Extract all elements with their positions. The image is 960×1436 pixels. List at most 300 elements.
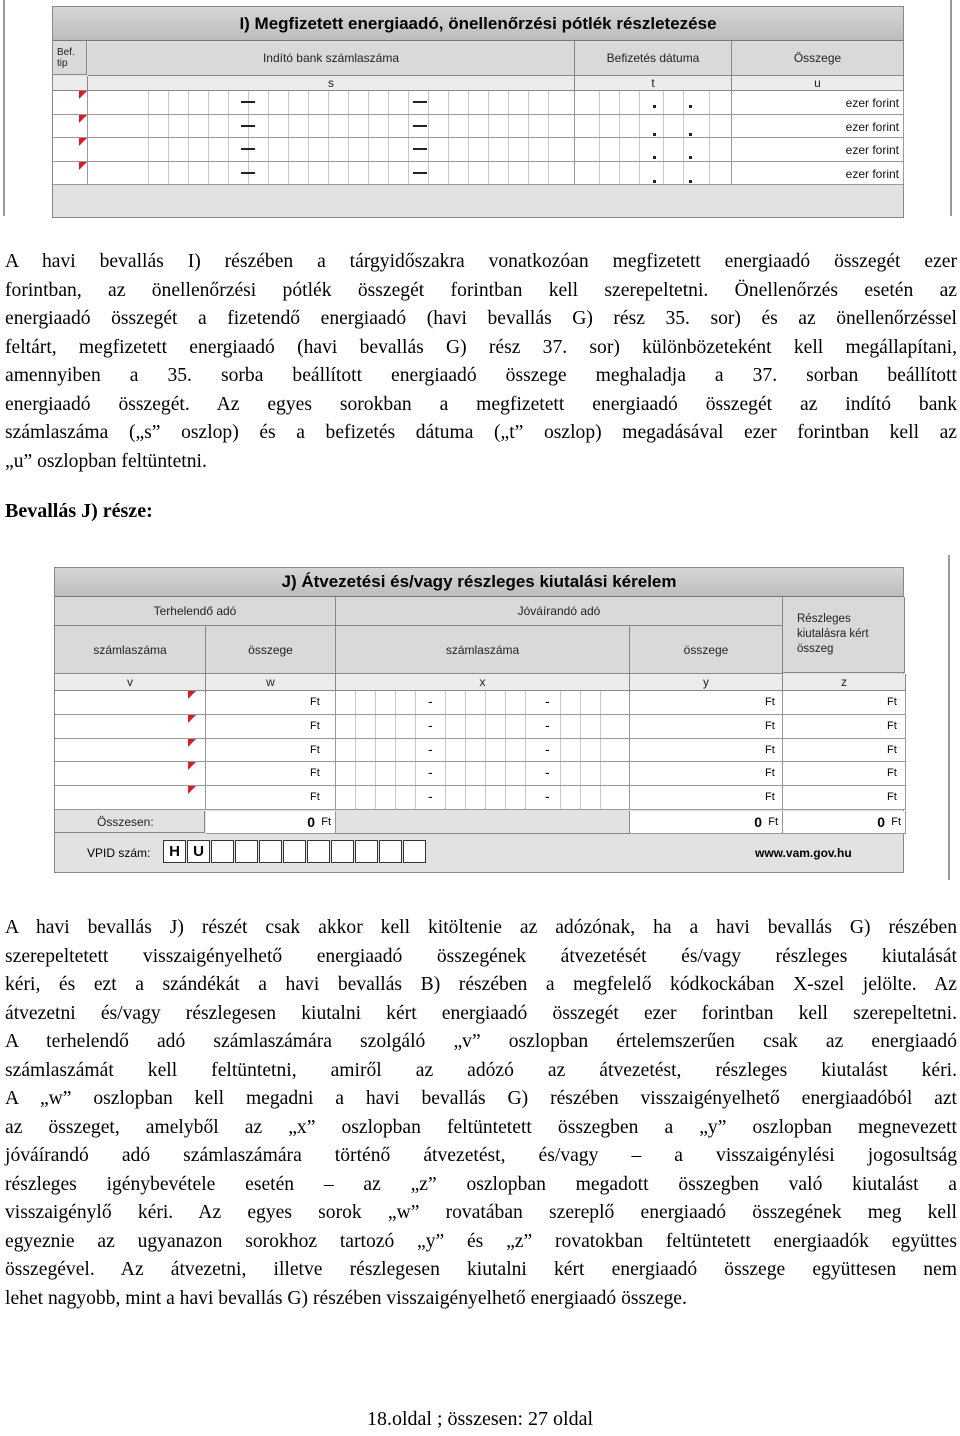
- y-unit: Ft: [765, 719, 775, 732]
- segment-divider: [148, 138, 149, 161]
- segment-divider: [508, 115, 509, 138]
- letter-blank: [53, 76, 88, 91]
- segment-divider: [368, 162, 369, 185]
- letter-v: v: [55, 674, 206, 691]
- segment-divider: [600, 715, 601, 738]
- paragraph-2-line: kéri, és ezt a szándékát a havi bevallás B) részében a megfelelő kódkockában X-szel jelölte. Az: [5, 974, 957, 995]
- red-corner-flag-icon: [79, 162, 87, 170]
- segment-divider: [228, 162, 229, 185]
- segment-divider: [188, 162, 189, 185]
- vpid-box-empty[interactable]: [235, 840, 258, 863]
- segment-divider: [580, 691, 581, 714]
- segment-divider: [683, 115, 684, 138]
- segment-divider: [148, 91, 149, 114]
- left-margin-rule: [3, 0, 5, 216]
- right-margin-rule-2: [948, 555, 950, 880]
- vpid-box-empty[interactable]: [403, 840, 426, 863]
- segment-divider: [445, 691, 446, 714]
- col-header-u: Összege: [732, 41, 904, 76]
- segment-divider: [525, 786, 526, 809]
- y-amount-cell[interactable]: [630, 691, 783, 715]
- segment-divider: [560, 762, 561, 785]
- segment-divider: [599, 115, 600, 138]
- segment-divider: [375, 715, 376, 738]
- segment-divider: [445, 786, 446, 809]
- segment-divider: [448, 115, 449, 138]
- segment-divider: [415, 762, 416, 785]
- bank-account-cell[interactable]: [88, 138, 575, 162]
- form-i-row: [53, 91, 903, 115]
- z-unit: Ft: [887, 743, 897, 756]
- segment-divider: [168, 138, 169, 161]
- segment-divider: [663, 162, 664, 185]
- segment-divider: [408, 115, 409, 138]
- letter-t: t: [575, 76, 732, 91]
- segment-divider: [375, 691, 376, 714]
- v-account-cell[interactable]: [55, 715, 206, 739]
- segment-divider: [268, 115, 269, 138]
- segment-divider: [580, 715, 581, 738]
- vpid-box-h: H: [163, 840, 186, 863]
- segment-divider: [709, 115, 710, 138]
- segment-divider: [619, 162, 620, 185]
- x-dash: -: [428, 716, 433, 733]
- segment-divider: [348, 138, 349, 161]
- total-z-value: 0: [877, 814, 885, 830]
- vpid-box-empty[interactable]: [379, 840, 402, 863]
- col-header-v: számlaszáma: [55, 626, 206, 674]
- col-header-w: összege: [206, 626, 336, 674]
- segment-divider: [288, 138, 289, 161]
- segment-divider: [508, 162, 509, 185]
- segment-divider: [168, 162, 169, 185]
- date-dot: [689, 133, 692, 136]
- vpid-box-empty[interactable]: [307, 840, 330, 863]
- form-j-row: [55, 715, 905, 739]
- col-header-t: Befizetés dátuma: [575, 41, 732, 76]
- form-j-row: [55, 762, 905, 786]
- segment-divider: [600, 786, 601, 809]
- col-header-z: Részleges kiutalásra kért összeg: [783, 597, 905, 673]
- segment-divider: [465, 739, 466, 762]
- x-dash: -: [428, 693, 433, 709]
- y-unit: Ft: [765, 743, 775, 756]
- date-dot: [653, 133, 656, 136]
- segment-divider: [525, 739, 526, 762]
- segment-divider: [468, 91, 469, 114]
- x-dash: -: [545, 764, 550, 781]
- segment-divider: [408, 138, 409, 161]
- vpid-box-u: U: [187, 840, 210, 863]
- segment-divider: [355, 691, 356, 714]
- form-j-row: [55, 786, 905, 810]
- segment-divider: [415, 739, 416, 762]
- unit-label: ezer forint: [845, 166, 899, 181]
- total-x-blank: [336, 811, 630, 834]
- form-i-title: I) Megfizetett energiaadó, önellenőrzési pótlék részletezése: [53, 7, 903, 41]
- segment-divider: [168, 115, 169, 138]
- x-account-cell[interactable]: [336, 739, 630, 763]
- segment-divider: [528, 115, 529, 138]
- segment-divider: [619, 91, 620, 114]
- segment-divider: [428, 115, 429, 138]
- segment-divider: [465, 786, 466, 809]
- paragraph-2-line: szerepeltetett visszaigényelhető energiaadó összegének átvezetését és/vagy részleges kiutalását: [5, 945, 957, 967]
- segment-divider: [415, 786, 416, 809]
- date-dot: [653, 105, 656, 108]
- segment-divider: [465, 762, 466, 785]
- date-dot: [653, 156, 656, 159]
- paragraph-1-line: számlaszáma („s” oszlop) és a befizetés dátuma („t” oszlop) megadásával ezer forintban kell az: [5, 422, 957, 443]
- segment-divider: [395, 739, 396, 762]
- x-dash: -: [545, 740, 550, 757]
- col-header-y: összege: [630, 626, 783, 674]
- segment-divider: [683, 91, 684, 114]
- form-i-row: [53, 138, 903, 162]
- segment-divider: [468, 162, 469, 185]
- paragraph-2-line: egyeznie az ugyanazon sorokhoz tartozó „y” és „z” rovatokban feltüntetett energiaadók együttes: [5, 1230, 957, 1252]
- segment-divider: [548, 115, 549, 138]
- segment-divider: [288, 115, 289, 138]
- segment-divider: [228, 115, 229, 138]
- segment-divider: [368, 138, 369, 161]
- right-margin-rule: [950, 0, 952, 216]
- form-j-table: [54, 567, 904, 873]
- segment-divider: [328, 115, 329, 138]
- segment-divider: [388, 162, 389, 185]
- red-corner-flag-icon: [79, 91, 87, 99]
- date-dot: [653, 180, 656, 183]
- vpid-box-empty[interactable]: [211, 840, 234, 863]
- segment-divider: [228, 138, 229, 161]
- segment-divider: [148, 162, 149, 185]
- total-w-cell[interactable]: [206, 811, 336, 834]
- vpid-box-empty[interactable]: [355, 840, 378, 863]
- segment-divider: [408, 162, 409, 185]
- letter-w: w: [206, 674, 336, 691]
- page-footer: 18.oldal ; összesen: 27 oldal: [366, 1408, 594, 1430]
- unit-label: ezer forint: [845, 96, 899, 110]
- x-dash: -: [428, 740, 433, 757]
- unit-label: ezer forint: [845, 119, 899, 134]
- segment-divider: [580, 739, 581, 762]
- segment-divider: [468, 138, 469, 161]
- dash-separator: [413, 101, 427, 103]
- segment-divider: [600, 691, 601, 714]
- v-account-cell[interactable]: [55, 691, 206, 715]
- segment-divider: [188, 115, 189, 138]
- paragraph-2-line: az összeget, amelyből az „x” oszlopban feltüntetett összegben a „y” oszlopban megnevezett: [5, 1116, 957, 1138]
- w-unit: Ft: [310, 791, 320, 804]
- form-j-frame: [54, 567, 904, 873]
- red-corner-flag-icon: [188, 715, 196, 723]
- segment-divider: [488, 162, 489, 185]
- w-unit: Ft: [310, 743, 320, 756]
- red-corner-flag-icon: [188, 762, 196, 770]
- z-unit: Ft: [887, 719, 897, 732]
- segment-divider: [560, 739, 561, 762]
- segment-divider: [308, 138, 309, 161]
- segment-divider: [683, 162, 684, 185]
- segment-divider: [348, 91, 349, 114]
- segment-divider: [388, 115, 389, 138]
- date-dot: [689, 105, 692, 108]
- total-y-unit: Ft: [768, 816, 778, 828]
- dash-separator: [413, 148, 427, 150]
- segment-divider: [428, 91, 429, 114]
- segment-divider: [428, 138, 429, 161]
- bank-account-cell[interactable]: [88, 115, 575, 139]
- paragraph-2-line: átvezetni és/vagy részlegesen kiutalni kért energiaadó összegét ezer forintban kell szerepeltetni.: [5, 1002, 957, 1024]
- paragraph-1-line: energiaadó összegét. Az egyes sorokban a megfizetett energiaadó összegét az indító bank: [5, 393, 957, 415]
- segment-divider: [208, 162, 209, 185]
- paragraph-1-line: forintban, az önellenőrzési pótlék összegét forintban kell szerepeltetni. Önellenőrzés esetén az: [5, 279, 957, 301]
- segment-divider: [709, 162, 710, 185]
- segment-divider: [639, 91, 640, 114]
- segment-divider: [683, 138, 684, 161]
- segment-divider: [639, 162, 640, 185]
- segment-divider: [508, 138, 509, 161]
- y-unit: Ft: [765, 791, 775, 804]
- date-dot: [689, 156, 692, 159]
- segment-divider: [268, 138, 269, 161]
- segment-divider: [368, 115, 369, 138]
- segment-divider: [268, 162, 269, 185]
- segment-divider: [395, 786, 396, 809]
- segment-divider: [599, 162, 600, 185]
- segment-divider: [308, 162, 309, 185]
- segment-divider: [328, 162, 329, 185]
- segment-divider: [485, 691, 486, 714]
- paragraph-1-line: feltárt, megfizetett energiaadó (havi bevallás G) rész 37. sor) különbözeteként kell megállapítani,: [5, 336, 957, 358]
- segment-divider: [228, 91, 229, 114]
- segment-divider: [663, 115, 664, 138]
- segment-divider: [548, 162, 549, 185]
- segment-divider: [355, 715, 356, 738]
- segment-divider: [485, 739, 486, 762]
- unit-label: ezer forint: [845, 143, 899, 157]
- segment-divider: [388, 138, 389, 161]
- segment-divider: [528, 91, 529, 114]
- segment-divider: [148, 115, 149, 138]
- segment-divider: [288, 91, 289, 114]
- vpid-box-empty[interactable]: [331, 840, 354, 863]
- segment-divider: [445, 739, 446, 762]
- segment-divider: [505, 739, 506, 762]
- red-corner-flag-icon: [188, 691, 196, 699]
- form-i-row: [53, 115, 903, 139]
- segment-divider: [388, 91, 389, 114]
- segment-divider: [709, 91, 710, 114]
- segment-divider: [368, 91, 369, 114]
- date-dot: [689, 180, 692, 183]
- x-account-cell[interactable]: [336, 762, 630, 786]
- paragraph-1-line: energiaadó összegét a fizetendő energiaadó (havi bevallás G) rész 35. sor) és az önellenőrzéssel: [5, 308, 957, 329]
- vpid-box-empty[interactable]: [259, 840, 282, 863]
- total-w-value: 0: [307, 814, 315, 830]
- segment-divider: [308, 91, 309, 114]
- paragraph-form-j-instructions: [5, 914, 957, 1313]
- segment-divider: [488, 138, 489, 161]
- w-unit: Ft: [310, 696, 320, 708]
- segment-divider: [525, 715, 526, 738]
- paragraph-2-line: jóváírandó adó számlaszámára történő átvezetést, és/vagy – a visszaigénylési jogosultság: [5, 1145, 957, 1166]
- segment-divider: [560, 691, 561, 714]
- segment-divider: [445, 715, 446, 738]
- paragraph-form-i-instructions: [5, 248, 957, 476]
- segment-divider: [395, 691, 396, 714]
- paragraph-2-line: részleges igénybevétele esetén – az „z” oszlopban megadott összegben való kiutalást a: [5, 1173, 957, 1195]
- segment-divider: [208, 91, 209, 114]
- segment-divider: [619, 138, 620, 161]
- dash-separator: [241, 101, 255, 103]
- segment-divider: [505, 715, 506, 738]
- segment-divider: [488, 91, 489, 114]
- segment-divider: [709, 138, 710, 161]
- dash-separator: [413, 125, 427, 127]
- x-account-cell[interactable]: [336, 786, 630, 810]
- segment-divider: [548, 91, 549, 114]
- segment-divider: [560, 786, 561, 809]
- segment-divider: [448, 138, 449, 161]
- segment-divider: [663, 91, 664, 114]
- z-unit: Ft: [887, 767, 897, 780]
- segment-divider: [639, 138, 640, 161]
- dash-separator: [241, 148, 255, 150]
- group-terhelendo-ado: Terhelendő adó: [55, 597, 336, 626]
- y-unit: Ft: [765, 767, 775, 780]
- paragraph-1-line: „u” oszlopban feltüntetni.: [5, 450, 207, 472]
- paragraph-1-line: A havi bevallás I) részében a tárgyidőszakra vonatkozóan megfizetett energiaadó összegét ezer: [5, 251, 957, 272]
- segment-divider: [525, 762, 526, 785]
- letter-u: u: [732, 76, 904, 91]
- dash-separator: [413, 172, 427, 174]
- segment-divider: [599, 138, 600, 161]
- section-heading-j: Bevallás J) része:: [5, 500, 153, 522]
- segment-divider: [465, 715, 466, 738]
- col-header-s: Indító bank számlaszáma: [88, 41, 575, 76]
- y-amount-cell[interactable]: [630, 786, 783, 810]
- red-corner-flag-icon: [79, 138, 87, 146]
- segment-divider: [308, 115, 309, 138]
- segment-divider: [485, 715, 486, 738]
- y-amount-cell[interactable]: [630, 715, 783, 739]
- form-j-row: [55, 739, 905, 763]
- bank-account-cell[interactable]: [88, 91, 575, 115]
- segment-divider: [208, 138, 209, 161]
- segment-divider: [548, 138, 549, 161]
- col-header-type: Bef. tip: [53, 41, 87, 75]
- paragraph-2-line: A „w” oszlopban kell megadni a havi bevallás G) részében visszaigényelhető energiaadóból azt: [5, 1088, 957, 1109]
- segment-divider: [328, 91, 329, 114]
- x-account-cell[interactable]: [336, 715, 630, 739]
- segment-divider: [448, 91, 449, 114]
- vpid-box-empty[interactable]: [283, 840, 306, 863]
- segment-divider: [505, 691, 506, 714]
- dash-separator: [241, 125, 255, 127]
- total-y-value: 0: [754, 814, 762, 830]
- letter-z: z: [783, 674, 906, 691]
- red-corner-flag-icon: [188, 739, 196, 747]
- x-dash: -: [545, 716, 550, 733]
- x-dash: -: [428, 788, 433, 805]
- segment-divider: [188, 91, 189, 114]
- segment-divider: [505, 762, 506, 785]
- paragraph-2-line: összegével. Az átvezetni, illetve részlegesen kiutalni kért energiaadó összege együttesen nem: [5, 1259, 957, 1280]
- segment-divider: [355, 762, 356, 785]
- segment-divider: [428, 162, 429, 185]
- segment-divider: [488, 115, 489, 138]
- v-account-cell[interactable]: [55, 762, 206, 786]
- red-corner-flag-icon: [188, 786, 196, 794]
- letter-s: s: [88, 76, 575, 91]
- form-j-title: J) Átvezetési és/vagy részleges kiutalási kérelem: [55, 568, 903, 597]
- segment-divider: [348, 115, 349, 138]
- w-unit: Ft: [310, 719, 320, 732]
- x-dash: -: [545, 693, 550, 709]
- segment-divider: [395, 762, 396, 785]
- z-unit: Ft: [887, 791, 897, 804]
- paragraph-1-line: amennyiben a 35. sorba beállított energiaadó összege meghaladja a 37. sorban beállított: [5, 365, 957, 386]
- paragraph-2-line: A havi bevallás J) részét csak akkor kell kitöltenie az adózónak, ha a havi bevallás G) részében: [5, 917, 957, 938]
- bank-account-cell[interactable]: [88, 162, 575, 186]
- x-dash: -: [545, 788, 550, 805]
- segment-divider: [415, 715, 416, 738]
- v-account-cell[interactable]: [55, 786, 206, 810]
- segment-divider: [485, 762, 486, 785]
- segment-divider: [600, 762, 601, 785]
- y-unit: Ft: [765, 696, 775, 708]
- segment-divider: [188, 138, 189, 161]
- segment-divider: [208, 115, 209, 138]
- segment-divider: [560, 715, 561, 738]
- segment-divider: [580, 786, 581, 809]
- total-z-unit: Ft: [891, 816, 901, 828]
- segment-divider: [408, 91, 409, 114]
- v-account-cell[interactable]: [55, 739, 206, 763]
- segment-divider: [395, 715, 396, 738]
- total-y-cell[interactable]: [630, 811, 783, 834]
- y-amount-cell[interactable]: [630, 762, 783, 786]
- segment-divider: [375, 762, 376, 785]
- segment-divider: [505, 786, 506, 809]
- form-i-frame: [52, 6, 904, 218]
- paragraph-2-line: lehet nagyobb, mint a havi bevallás G) részében visszaigényelhető energiaadó összege.: [5, 1287, 687, 1309]
- dash-separator: [241, 172, 255, 174]
- segment-divider: [448, 162, 449, 185]
- total-z-cell[interactable]: [783, 811, 906, 834]
- segment-divider: [639, 115, 640, 138]
- col-header-x: számlaszáma: [336, 626, 630, 674]
- segment-divider: [580, 762, 581, 785]
- segment-divider: [445, 762, 446, 785]
- form-j-row: [55, 691, 905, 715]
- segment-divider: [528, 162, 529, 185]
- segment-divider: [485, 786, 486, 809]
- red-corner-flag-icon: [79, 115, 87, 123]
- segment-divider: [599, 91, 600, 114]
- paragraph-2-line: számlaszámát kell feltüntetni, amiről az adózó az átvezetést, részleges kiutalást kéri.: [5, 1059, 957, 1081]
- segment-divider: [528, 138, 529, 161]
- vpid-label: VPID szám:: [87, 846, 151, 860]
- y-amount-cell[interactable]: [630, 739, 783, 763]
- x-account-cell[interactable]: [336, 691, 630, 715]
- segment-divider: [468, 115, 469, 138]
- total-label: Összesen:: [55, 811, 205, 833]
- segment-divider: [328, 138, 329, 161]
- segment-divider: [415, 691, 416, 714]
- segment-divider: [288, 162, 289, 185]
